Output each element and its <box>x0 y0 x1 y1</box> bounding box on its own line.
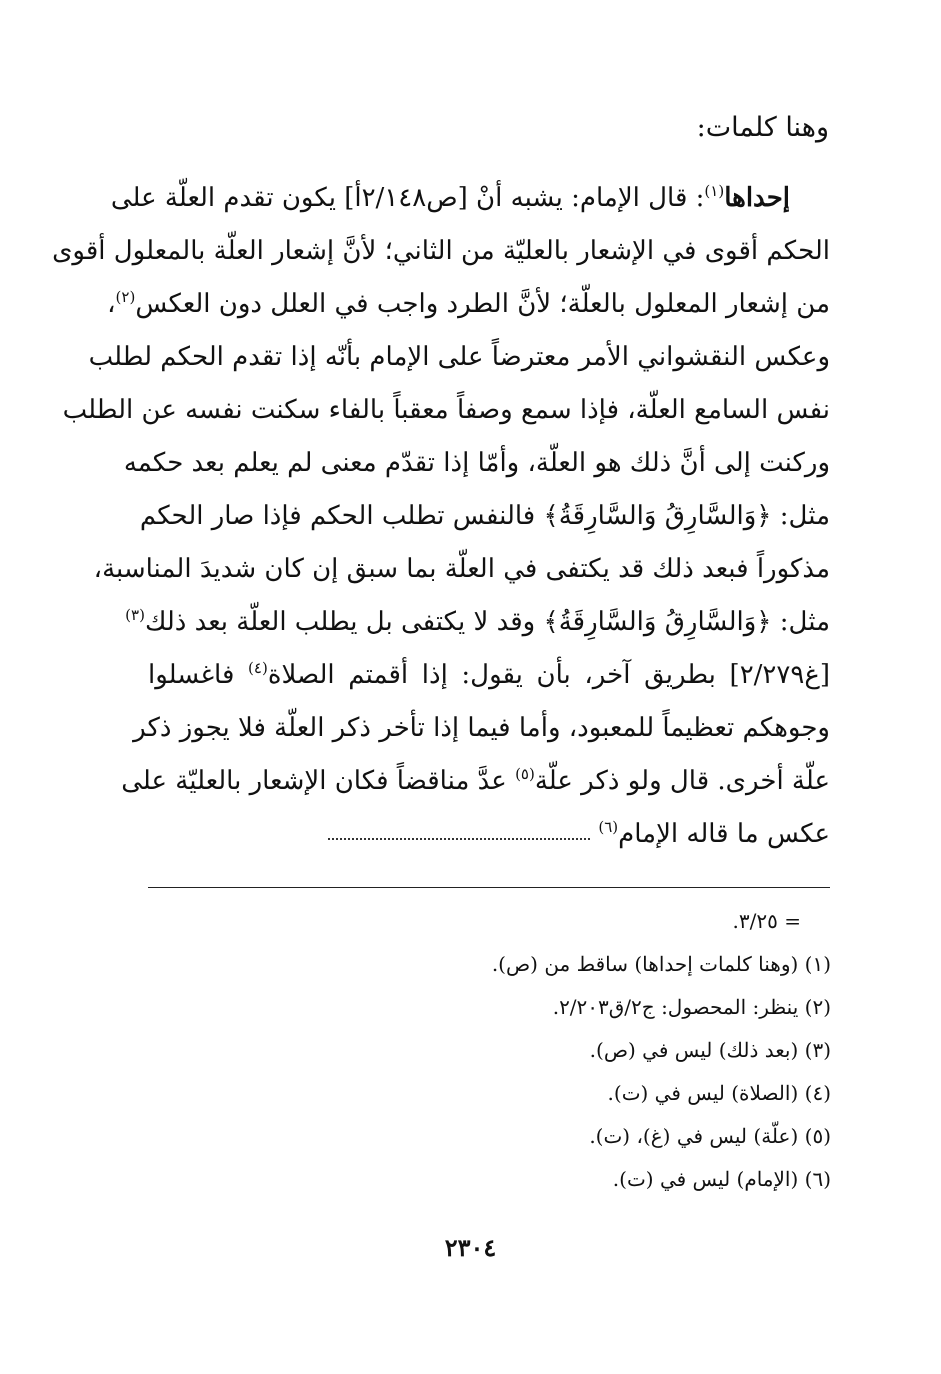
footnote-marker-3: (٣) <box>125 606 145 624</box>
line-tail: ، <box>107 289 116 319</box>
paragraph-line-10 <box>148 649 830 702</box>
footnote-5: (٥) (علّة) ليس في (غ)، (ت). <box>589 1124 831 1148</box>
footnote-2: (٢) ينظر: المحصول: ج٢/ق٢/٢٠٣. <box>552 995 831 1019</box>
line-text: نفس السامع العلّة، فإذا سمع وصفاً معقباً بالفاء سكنت نفسه عن الطلب <box>62 395 830 425</box>
line-text: علّة أخرى. قال ولو ذكر علّة <box>534 766 830 796</box>
paragraph-line-13 <box>148 808 830 861</box>
line-text: وجوهكم تعظيماً للمعبود، وأما فيما إذا تأخر ذكر العلّة فلا يجوز ذكر <box>133 713 830 743</box>
main-paragraph <box>52 172 830 861</box>
paragraph-line-8 <box>93 543 830 596</box>
footnote-marker-6: (٦) <box>598 818 619 836</box>
line-text: الحكم أقوى في الإشعار بالعليّة من الثاني؛ لأنَّ إشعار العلّة بالمعلول أقوى <box>52 236 830 266</box>
lead-word: إحداها <box>724 183 790 213</box>
paragraph-line-6 <box>123 437 830 490</box>
footnote-marker-5: (٥) <box>515 765 535 783</box>
footnotes <box>492 900 831 1201</box>
line-text: مذكوراً فبعد ذلك قد يكتفى في العلّة بما سبق إن كان شديدَ المناسبة، <box>93 554 830 584</box>
line-text: : قال الإمام: يشبه أنْ [ص٢/١٤٨أ] يكون تقدم العلّة على <box>110 183 705 213</box>
line-text: من إشعار المعلول بالعلّة؛ لأنَّ الطرد واجب في العلل دون العكس <box>135 289 830 319</box>
footnote-separator <box>148 887 830 888</box>
paragraph-line-5 <box>62 384 830 437</box>
line-text: عكس ما قاله الإمام <box>618 819 830 849</box>
footnote-marker-4: (٤) <box>248 659 268 677</box>
footnote-marker-2: (٢) <box>115 288 136 306</box>
paragraph-line-12 <box>121 755 830 808</box>
footnote-3: (٣) (بعد ذلك) ليس في (ص). <box>589 1038 831 1062</box>
paragraph-line-1 <box>110 172 830 225</box>
section-heading: وهنا كلمات: <box>696 112 829 143</box>
paragraph-line-2 <box>52 225 830 278</box>
footnote-continuation: = ٣/٢٥. <box>732 909 801 933</box>
line-text: وركنت إلى أنَّ ذلك هو العلّة، وأمّا إذا تقدّم معنى لم يعلم بعد حكمه <box>123 448 830 478</box>
paragraph-line-3 <box>107 278 830 331</box>
line-text: وعكس النقشواني الأمر معترضاً على الإمام بأنّه إذا تقدم الحكم لطلب <box>88 342 830 372</box>
paragraph-line-7 <box>139 490 830 543</box>
footnote-marker-1: (١) <box>704 182 725 200</box>
line-tail: فاغسلوا <box>148 660 249 690</box>
page-number: ٢٣٠٤ <box>444 1233 497 1262</box>
paragraph-line-9 <box>125 596 830 649</box>
line-text: [غ٢/٢٧٩] بطريق آخر، بأن يقول: إذا أقمتم الصلاة <box>267 660 830 690</box>
paragraph-line-11 <box>133 702 830 755</box>
footnote-4: (٤) (الصلاة) ليس في (ت). <box>607 1081 831 1105</box>
dotted-leader <box>328 830 590 840</box>
line-text: مثل: ﴿وَالسَّارِقُ وَالسَّارِقَةُ﴾ وقد لا يكتفى بل يطلب العلّة بعد ذلك <box>144 607 830 637</box>
line-text: مثل: ﴿وَالسَّارِقُ وَالسَّارِقَةُ﴾ فالنفس تطلب الحكم فإذا صار الحكم <box>139 501 830 531</box>
paragraph-line-4 <box>88 331 830 384</box>
line-tail: عدَّ مناقضاً فكان الإشعار بالعليّة على <box>121 766 516 796</box>
footnote-1: (١) (وهنا كلمات إحداها) ساقط من (ص). <box>491 952 831 976</box>
footnote-6: (٦) (الإمام) ليس في (ت). <box>612 1167 831 1191</box>
